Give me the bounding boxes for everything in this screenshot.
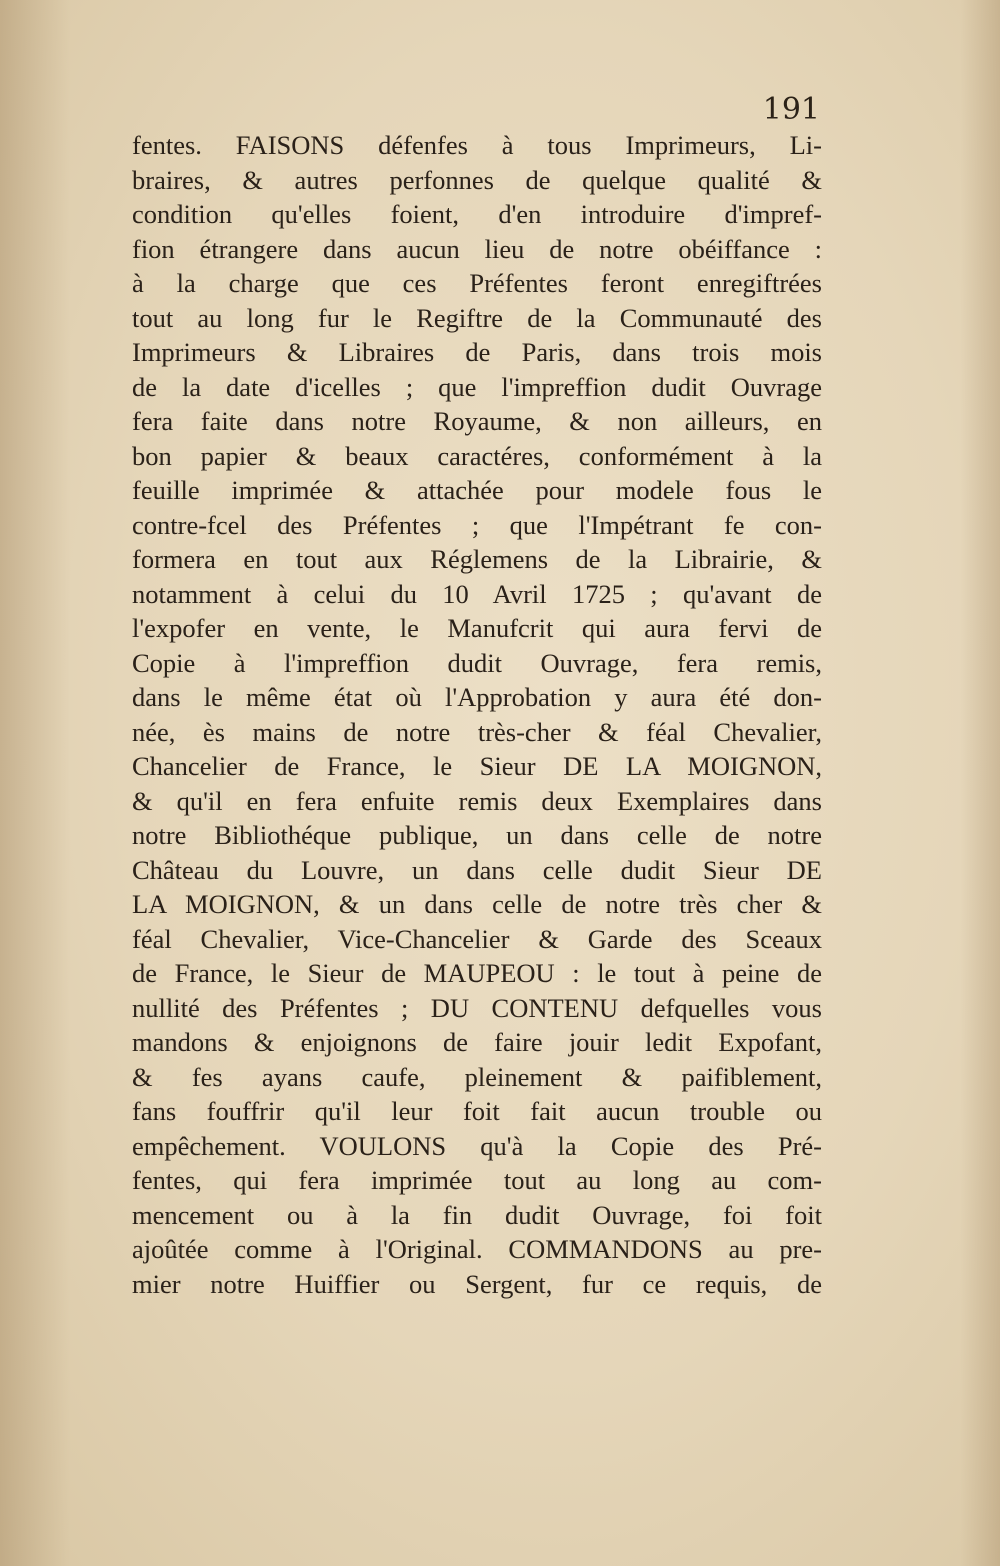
text-line: fentes. FAISONS défenfes à tous Imprimeurs, Li- <box>132 130 822 160</box>
text-line: nullité des Préfentes ; DU CONTENU defquelles vous <box>132 992 822 1023</box>
text-line: née, ès mains de notre très-cher & féal Chevalier, <box>132 716 822 747</box>
text-line: contre-fcel des Préfentes ; que l'Impétrant fe con- <box>132 509 822 540</box>
page-edge-shadow <box>960 0 1000 1566</box>
text-line: Château du Louvre, un dans celle dudit Sieur DE <box>132 854 822 885</box>
text-line: braires, & autres perfonnes de quelque qualité & <box>132 164 822 195</box>
text-line: l'expofer en vente, le Manufcrit qui aura fervi de <box>132 613 822 643</box>
text-line: LA MOIGNON, & un dans celle de notre très cher & <box>132 889 822 919</box>
text-line: fans fouffrir qu'il leur foit fait aucun trouble ou <box>132 1096 822 1126</box>
text-line: ajoûtée comme à l'Original. COMMANDONS au pre- <box>132 1234 822 1264</box>
text-line: à la charge que ces Préfentes feront enregiftrées <box>132 268 822 298</box>
text-line: notre Bibliothéque publique, un dans celle de notre <box>132 820 822 850</box>
body-text <box>132 128 822 1301</box>
text-line: Imprimeurs & Libraires de Paris, dans trois mois <box>132 337 822 367</box>
text-line: dans le même état où l'Approbation y aura été don- <box>132 682 822 712</box>
page-gutter-shadow <box>0 0 70 1566</box>
text-line: tout au long fur le Regiftre de la Communauté des <box>132 302 822 333</box>
text-line: mier notre Huiffier ou Sergent, fur ce requis, de <box>132 1268 822 1299</box>
text-line: de France, le Sieur de MAUPEOU : le tout à peine de <box>132 958 822 988</box>
text-line: feuille imprimée & attachée pour modele fous le <box>132 475 822 505</box>
text-line: mencement ou à la fin dudit Ouvrage, foi foit <box>132 1199 822 1230</box>
text-line: formera en tout aux Réglemens de la Librairie, & <box>132 544 822 574</box>
text-line: féal Chevalier, Vice-Chancelier & Garde des Sceaux <box>132 923 822 954</box>
text-line: fera faite dans notre Royaume, & non ailleurs, en <box>132 406 822 436</box>
text-line: & fes ayans caufe, pleinement & paifiblement, <box>132 1061 822 1092</box>
text-line: & qu'il en fera enfuite remis deux Exemplaires dans <box>132 785 822 816</box>
text-line: Chancelier de France, le Sieur DE LA MOIGNON, <box>132 751 822 781</box>
text-line: condition qu'elles foient, d'en introduire d'impref- <box>132 199 822 229</box>
text-line: fion étrangere dans aucun lieu de notre obéiffance : <box>132 233 822 264</box>
text-line: bon papier & beaux caractéres, conformément à la <box>132 440 822 471</box>
text-line: de la date d'icelles ; que l'impreffion dudit Ouvrage <box>132 371 822 402</box>
text-line: mandons & enjoignons de faire jouir ledit Expofant, <box>132 1027 822 1057</box>
text-line: Copie à l'impreffion dudit Ouvrage, fera remis, <box>132 647 822 678</box>
text-line: notamment à celui du 10 Avril 1725 ; qu'avant de <box>132 578 822 609</box>
text-line: fentes, qui fera imprimée tout au long au com- <box>132 1165 822 1195</box>
text-line: empêchement. VOULONS qu'à la Copie des Pré- <box>132 1130 822 1161</box>
page-number: 191 <box>762 92 820 127</box>
